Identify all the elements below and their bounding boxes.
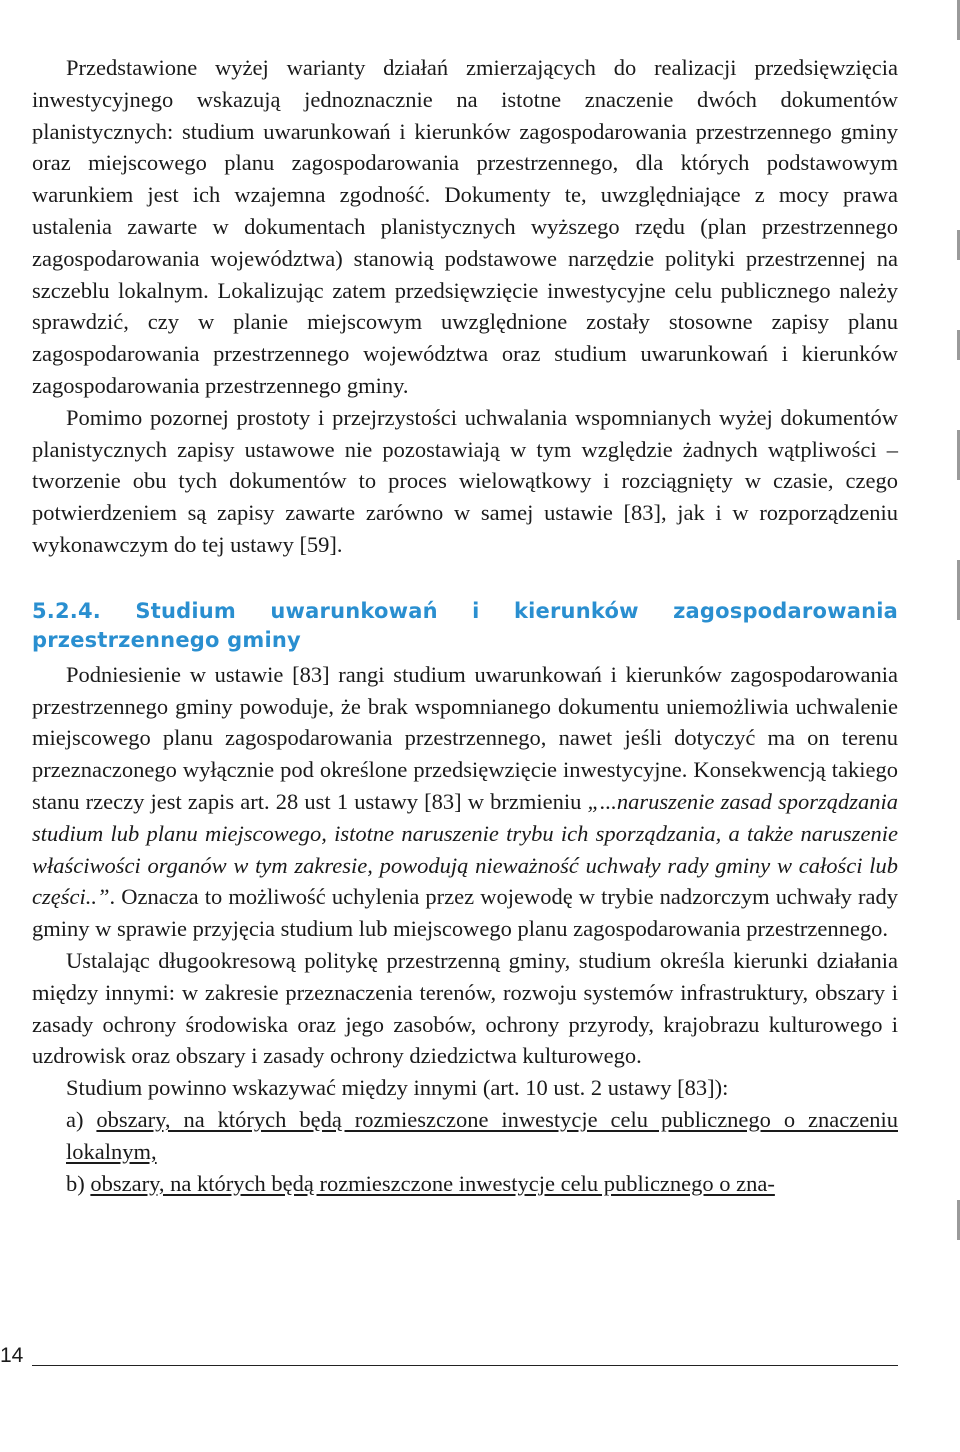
paragraph-3-start: Podniesienie w ustawie [83] rangi studium uwarunkowań i kierunków zagospodarowania przestrzennego gminy powoduje, że brak wspomnianego dokumentu uniemożliwia uchwalenie miejscowego planu zagospodarowania przestrzennego, nawet jeśli dotyczyć ma on terenu przeznaczonego wyłącznie pod określone przedsięwzięcie inwestycyjne. Konsekwencją takiego stanu rzeczy jest zapis art. 28 ust 1 ustawy [83] w brzmieniu xyxy=(32,661,898,814)
paragraph-1: Przedstawione wyżej warianty działań zmierzających do realizacji przedsięwzięcia inwestycyjnego wskazują jednoznacznie na istotne znaczenie dwóch dokumentów planistycznych: studium uwarunkowań i kierunków zagospodarowania przestrzennego gminy oraz miejscowego planu zagospodarowania przestrzennego, dla których podstawowym warunkiem jest ich wzajemna zgodność. Dokumenty te, uwzględniające z mocy prawa ustalenia zawarte w dokumentach planistycznych wyższego rzędu (plan przestrzennego zagospodarowania województwa) stanowią podstawowe narzędzie polityki przestrzennej na szczeblu lokalnym. Lokalizując zatem przedsięwzięcie inwestycyjne celu publicznego należy sprawdzić, czy w planie miejscowym uwzględnione zostały stosowne zapisy planu zagospodarowania przestrzennego województwa oraz studium uwarunkowań i kierunków zagospodarowania przestrzennego gminy. xyxy=(32,55,898,398)
legal-quote: „...naruszenie zasad sporządzania studium lub planu miejscowego, istotne naruszenie trybu ich sporządzania, a także naruszenie właściwości organów w tym zakresie, powodują nieważność uchwały rady gminy w całości lub części..” xyxy=(32,788,899,910)
list-text: obszary, na których będą rozmieszczone inwestycje celu publicznego o znaczeniu lokalnym, xyxy=(66,1106,898,1164)
page-body xyxy=(32,52,898,1199)
list-marker: a) xyxy=(66,1106,97,1132)
paragraph-5: Studium powinno wskazywać między innymi (art. 10 ust. 2 ustawy [83]): xyxy=(66,1075,729,1101)
list-item-a xyxy=(32,1104,898,1168)
list-marker: b) xyxy=(66,1170,91,1196)
paragraph-3 xyxy=(32,659,898,945)
paragraph-2: Pomimo pozornej prostoty i przejrzystości uchwalania wspomnianych wyżej dokumentów planistycznych zapisy ustawowe nie pozostawiają w tym względzie żadnych wątpliwości – tworzenie obu tych dokumentów to proces wielowątkowy i rozciągnięty w czasie, czego potwierdzeniem są zapisy zawarte zarówno w samej ustawie [83], jak i w rozporządzeniu wykonawczym do tej ustawy [59]. xyxy=(32,404,898,557)
list-item-b xyxy=(32,1168,898,1200)
paragraph-3-end: . Oznacza to możliwość uchylenia przez wojewodę w trybie nadzorczym uchwały rady gminy w sprawie przyjęcia studium lub miejscowego planu zagospodarowania przestrzennego. xyxy=(32,884,898,942)
footer-rule xyxy=(32,1365,898,1366)
section-heading: 5.2.4. Studium uwarunkowań i kierunków zagospodarowania przestrzennego gminy xyxy=(32,598,898,652)
page-number: 14 xyxy=(0,1344,24,1367)
paragraph-4: Ustalając długookresową politykę przestrzenną gminy, studium określa kierunki działania między innymi: w zakresie przeznaczenia terenów, rozwoju systemów infrastruktury, obszary i zasady ochrony środowiska oraz jego zasobów, ochrony przyrody, krajobrazu kulturowego i uzdrowisk oraz obszary i zasady ochrony dziedzictwa kulturowego. xyxy=(32,947,898,1069)
list-text: obszary, na których będą rozmieszczone inwestycje celu publicznego o zna- xyxy=(90,1170,775,1196)
